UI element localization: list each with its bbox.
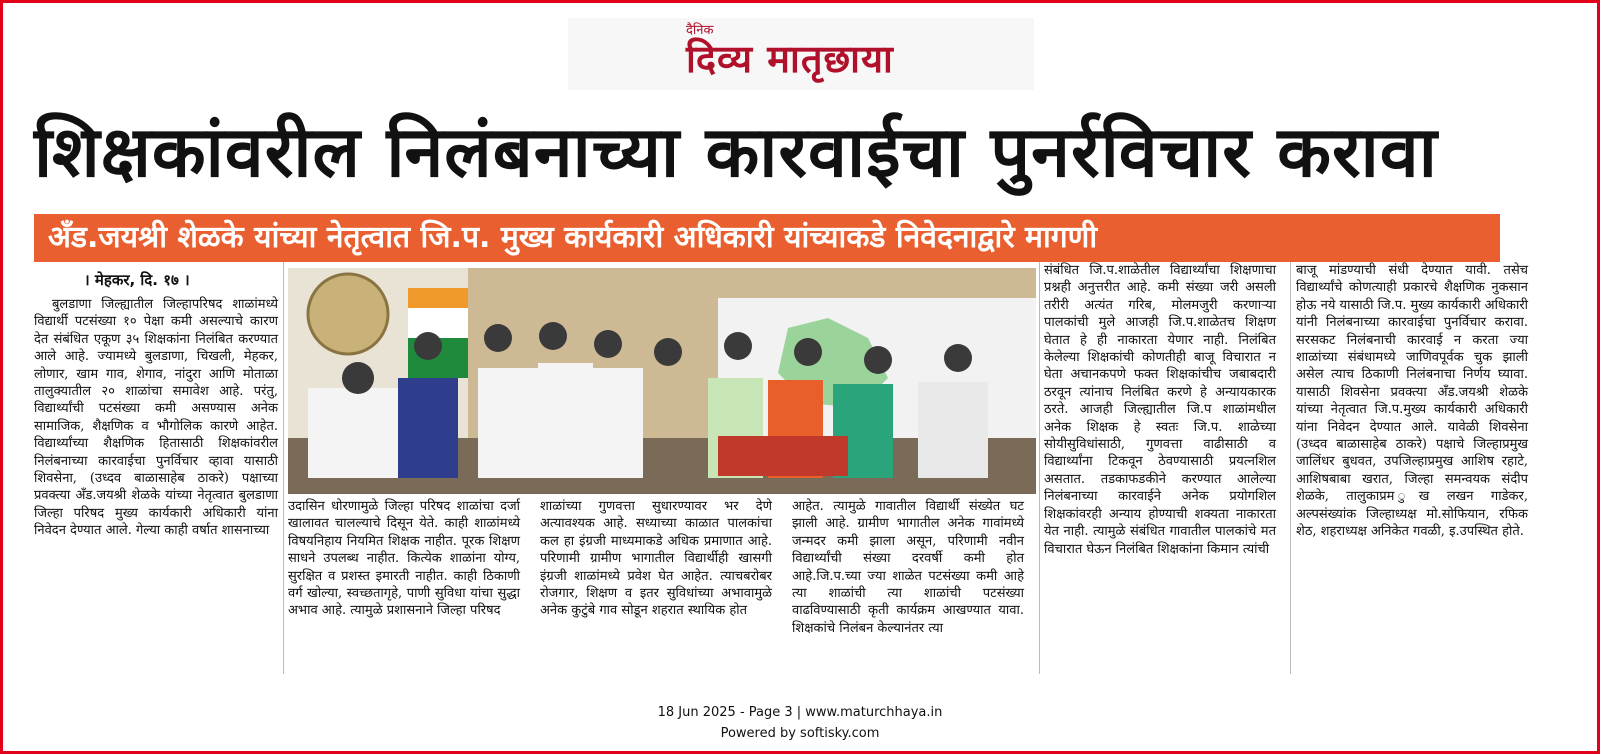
masthead-prefix: दैनिक <box>686 23 714 38</box>
footer-page-info: 18 Jun 2025 - Page 3 | www.maturchhaya.in <box>657 705 943 720</box>
column-divider <box>283 262 284 674</box>
column-text: बुलडाणा जिल्ह्यातील जिल्हापरिषद शाळांमध्ये विद्यार्थी पटसंख्या १० पेक्षा कमी असल्याचे कारण देत संबंधित एकूण ३५ शिक्षकांना निलंबित करण्यात आले आहे. ज्यामध्ये बुलडाणा, चिखली, मेहकर, लोणार, खाम गाव, शेगाव, नांदुरा आणि मोताळा तालुक्यातील २० शाळांचा समावेश आहे. परंतु, विद्यार्थ्यांची पटसंख्या कमी असण्यास अनेक सामाजिक, शैक्षणिक व भौगोलिक कारणे आहेत. विद्यार्थ्यांच्या शैक्षणिक हितासाठी शिक्षकांवरील निलंबनाच्या कारवाईचा पुनर्विचार व्हावा यासाठी शिवसेना, (उध्दव बाळासाहेब ठाकरे) पक्षाच्या प्रवक्त्या अँड.जयश्री शेळके यांच्या नेतृत्वात बुलडाणा जिल्हा परिषद मुख्य कार्यकारी अधिकारी यांना निवेदन देण्यात आले. गेल्या काही वर्षात शासनाच्या <box>34 297 278 539</box>
column-divider <box>1039 262 1040 674</box>
dateline: । मेहकर, दि. १७ । <box>84 271 190 289</box>
article-headline: शिक्षकांवरील निलंबनाच्या कारवाईचा पुनर्रविचार करावा <box>34 111 1438 193</box>
footer-powered-by: Powered by softisky.com <box>720 726 880 741</box>
masthead-name: दिव्य मातृछाया <box>686 36 894 81</box>
article-subheadline: अँड.जयश्री शेळके यांच्या नेतृत्वात जि.प. मुख्य कार्यकारी अधिकारी यांच्याकडे निवेदनाद्वारे मागणी <box>34 214 1500 262</box>
article-column-6 <box>1296 262 1528 541</box>
column-divider <box>1290 262 1291 674</box>
column-text: उदासिन धोरणामुळे जिल्हा परिषद शाळांचा दर्जा खालावत चालल्याचे दिसून येते. काही शाळांमध्ये विषयनिहाय नियमित शिक्षक नाहीत. पूरक शिक्षण साधने उपलब्ध नाहीत. कित्येक शाळांना योग्य, सुरक्षित व प्रशस्त इमारती नाहीत. काही ठिकाणी वर्ग खोल्या, स्वच्छतागृहे, पाणी सुविधा यांचा सुद्धा अभाव आहे. त्यामुळे प्रशासनाने जिल्हा परिषद <box>288 499 520 619</box>
column-text: शाळांच्या गुणवत्ता सुधारण्यावर भर देणे अत्यावश्यक आहे. सध्याच्या काळात पालकांचा कल हा इंग्रजी माध्यमाकडे अधिक प्रमाणात आहे. परिणामी ग्रामीण भागातील विद्यार्थीही खासगी इंग्रजी शाळांमध्ये प्रवेश घेत आहेत. त्याचबरोबर रोजगार, शिक्षण व इतर सुविधांच्या अभावामुळे अनेक कुटुंबे गाव सोडून शहरात स्थायिक होत <box>540 499 772 619</box>
column-text: आहेत. त्यामुळे गावातील विद्यार्थी संख्येत घट झाली आहे. ग्रामीण भागातील अनेक गावांमध्ये जन्मदर कमी झाला असून, परिणामी नवीन विद्यार्थ्यांची संख्या दरवर्षी कमी होत आहे.जि.प.च्या ज्या शाळेत पटसंख्या कमी आहे त्या शाळांची त्या शाळांची पटसंख्या वाढविण्यासाठी कृती कार्यक्रम आखण्यात यावा. शिक्षकांचे निलंबन केल्यानंतर त्या <box>792 499 1024 636</box>
news-photo <box>288 268 1036 494</box>
newspaper-masthead <box>568 18 1034 90</box>
article-column-1 <box>34 296 278 540</box>
article-column-2 <box>288 498 520 620</box>
column-text: संबंधित जि.प.शाळेतील विद्यार्थ्यांचा शिक्षणाचा प्रश्नही अनुत्तरीत आहे. कमी संख्या जरी असली तरीरी अत्यंत गरिब, मोलमजुरी करणाऱ्या पालकांची मुले आजही जि.प.शाळेतच शिक्षण घेतात हे ही नाकारता येणार नाही. निलंबित केलेल्या शिक्षकांची कोणतीही बाजू विचारात न घेता अचानकपणे फक्त शिक्षकांचीच जबाबदारी ठरवून त्यांनाच निलंबित करणे हे अन्यायकारक ठरते. आजही जिल्ह्यातील जि.प शाळांमधील अनेक शिक्षक हे स्वतः जि.प. शाळेच्या सोयीसुविधांसाठी, गुणवत्ता वाढीसाठी व विद्यार्थ्यांना टिकवून ठेवण्यासाठी प्रयत्नशिल असतात. तडकाफडकीने करण्यात आलेल्या निलंबनाच्या कारवाईने अनेक प्रयोगशिल शिक्षकांवरही अन्याय होण्याची शक्यता नाकारता येत नाही. त्यामुळे संबंधित गावातील पालकांचे मत विचारात घेऊन निलंबित शिक्षकांना किमान त्यांची <box>1044 263 1276 557</box>
article-column-5 <box>1044 262 1276 558</box>
article-column-3 <box>540 498 772 620</box>
column-text: बाजू मांडण्याची संधी देण्यात यावी. तसेच विद्यार्थ्यांचे कोणत्याही प्रकारचे शैक्षणिक नुकसान होऊ नये यासाठी जि.प. मुख्य कार्यकारी अधिकारी यांनी निलंबनाच्या कारवाईचा पुनर्विचार करावा. सरसकट निलंबनाची कारवाई न करता ज्या शाळांच्या संबंधामध्ये जाणिवपूर्वक चुक झाली असेल त्याच ठिकाणी निलंबनाचा निर्णय घ्यावा. यासाठी शिवसेना प्रवक्त्या अँड.जयश्री शेळके यांच्या नेतृत्वात जि.प.मुख्य कार्यकारी अधिकारी यांना निवेदन देण्यात आले. यावेळी शिवसेना (उध्दव बाळासाहेब ठाकरे) पक्षाचे जिल्हाप्रमुख जालिंधर बुधवत, उपजिल्हाप्रमुख आशिष रहाटे, आशिषबाबा खरात, जिल्हा समन्वयक संदीप शेळके, तालुकाप्रम ुख लखन गाडेकर, अल्पसंख्यांक जिल्हाध्यक्ष मो.सोफियान, रफिक शेठ, शहराध्यक्ष अनिकेत गवळी, इ.उपस्थित होते. <box>1296 263 1528 540</box>
article-column-4 <box>792 498 1024 637</box>
